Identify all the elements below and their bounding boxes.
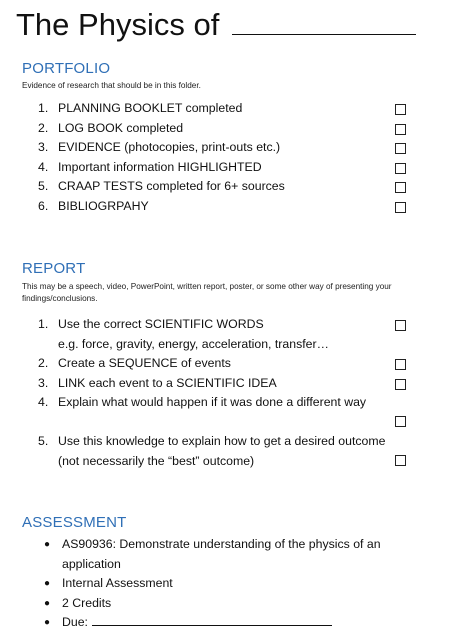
report-heading: REPORT: [22, 260, 86, 277]
bullet-icon: ●: [44, 617, 51, 628]
item-text: Important information HIGHLIGHTED: [58, 159, 262, 174]
report-note: This may be a speech, video, PowerPoint, written report, poster, or some other way of presenting your findings/conclusions.: [22, 282, 392, 303]
item-text: Use this knowledge to explain how to get a desired outcome: [58, 434, 386, 448]
item-number: 5.: [38, 179, 49, 193]
item-text: BIBLIOGRPAHY: [58, 198, 149, 213]
item-number: 1.: [38, 317, 49, 331]
item-number: 5.: [38, 434, 49, 448]
item-text: AS90936: Demonstrate understanding of the physics of an: [62, 537, 381, 551]
bullet-icon: ●: [44, 539, 51, 550]
checkbox[interactable]: [395, 104, 406, 115]
item-number: 1.: [38, 101, 49, 115]
checklist-item: [22, 177, 442, 197]
checklist-item: [22, 197, 442, 217]
item-number: 3.: [38, 140, 49, 154]
checklist-item: [22, 99, 442, 119]
checkbox[interactable]: [395, 416, 406, 427]
list-item: [22, 574, 442, 594]
item-subtext: (not necessarily the “best” outcome): [58, 453, 255, 468]
checkbox[interactable]: [395, 320, 406, 331]
portfolio-note: Evidence of research that should be in this folder.: [22, 81, 201, 90]
item-text: Internal Assessment: [62, 576, 173, 590]
item-number: 3.: [38, 375, 49, 390]
item-text: LINK each event to a SCIENTIFIC IDEA: [58, 375, 277, 390]
checkbox[interactable]: [395, 163, 406, 174]
checkbox[interactable]: [395, 455, 406, 466]
list-item: [22, 613, 442, 633]
item-text: CRAAP TESTS completed for 6+ sources: [58, 179, 285, 193]
item-number: 2.: [38, 120, 49, 135]
item-text: PLANNING BOOKLET completed: [58, 101, 243, 115]
bullet-icon: ●: [44, 597, 51, 609]
checklist-item: [22, 393, 442, 432]
item-number: 4.: [38, 395, 49, 409]
checklist-item: [22, 432, 442, 471]
list-item: [22, 594, 442, 614]
due-date-blank-line: [92, 613, 332, 626]
item-number: 4.: [38, 159, 49, 174]
due-label: Due:: [62, 615, 88, 629]
item-number: 2.: [38, 356, 49, 370]
item-text: Create a SEQUENCE of events: [58, 356, 231, 370]
checklist-item: [22, 119, 442, 139]
checklist-item: [22, 138, 442, 158]
page-title: [16, 6, 416, 44]
item-text: 2 Credits: [62, 595, 112, 610]
checklist-item: [22, 158, 442, 178]
report-checklist: [22, 315, 442, 471]
checkbox[interactable]: [395, 182, 406, 193]
checkbox[interactable]: [395, 202, 406, 213]
portfolio-checklist: [22, 99, 442, 216]
portfolio-heading: PORTFOLIO: [22, 60, 111, 77]
assessment-list: [22, 535, 442, 633]
list-item: [22, 535, 442, 555]
checkbox[interactable]: [395, 143, 406, 154]
item-text: Explain what would happen if it was done a different way: [58, 395, 367, 409]
checklist-item: [22, 354, 442, 374]
title-blank-line: [232, 6, 416, 35]
item-text: EVIDENCE (photocopies, print-outs etc.): [58, 140, 281, 154]
assessment-heading: ASSESSMENT: [22, 514, 127, 531]
item-text: Use the correct SCIENTIFIC WORDS: [58, 317, 264, 331]
item-number: 6.: [38, 198, 49, 213]
bullet-icon: ●: [44, 578, 51, 589]
item-subtext: e.g. force, gravity, energy, acceleration, transfer…: [58, 336, 329, 351]
checkbox[interactable]: [395, 124, 406, 135]
checklist-item: [22, 315, 442, 354]
checklist-item: [22, 374, 442, 394]
list-item: [22, 555, 442, 575]
page-title-text: The Physics of: [16, 7, 220, 42]
checkbox[interactable]: [395, 359, 406, 370]
checkbox[interactable]: [395, 379, 406, 390]
item-text: application: [62, 556, 121, 571]
item-text: LOG BOOK completed: [58, 120, 184, 135]
